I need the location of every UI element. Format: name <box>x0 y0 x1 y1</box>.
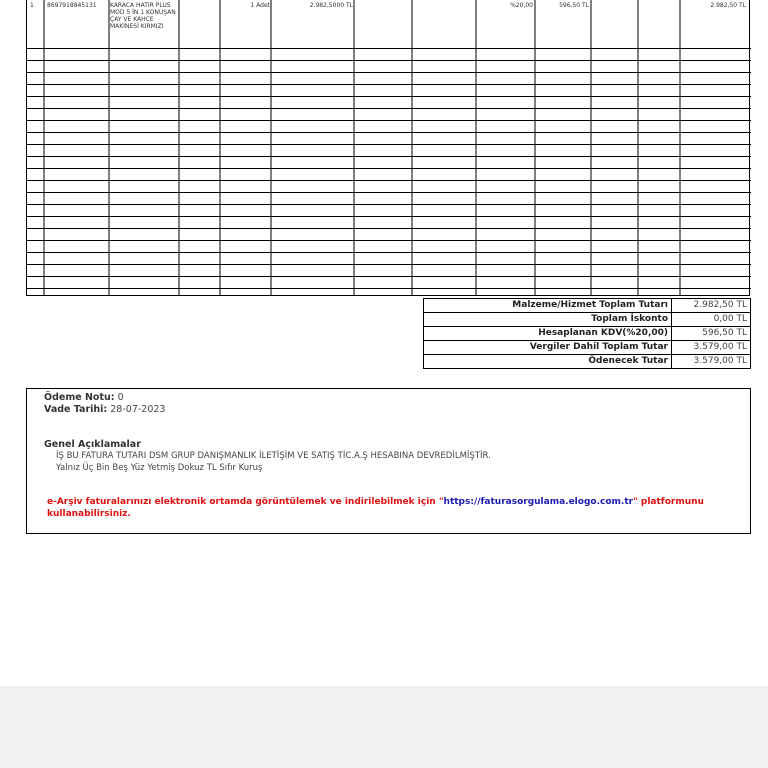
discount-value: 0,00 TL <box>672 313 751 327</box>
totals-row <box>424 299 751 313</box>
earsiv-notice <box>47 497 704 507</box>
totals-row <box>424 327 751 341</box>
row-description: KARACA HATIR PLUS MOD 5 İN 1 KONUŞAN ÇAY VE KAHCE MAKİNESİ KIRMIZI <box>110 2 176 30</box>
row-total: 2.982,50 TL <box>710 2 746 9</box>
due-date-label: Vade Tarihi: <box>44 404 108 415</box>
general-line-2: Yalnız Üç Bin Beş Yüz Yetmiş Dokuz TL Sıfır Kuruş <box>56 463 263 473</box>
totals-row <box>424 341 751 355</box>
discount-label: Toplam İskonto <box>424 313 672 327</box>
totals-table <box>423 298 751 369</box>
payment-note <box>44 392 124 403</box>
payment-note-value: 0 <box>117 392 124 403</box>
vat-label: Hesaplanan KDV(%20,00) <box>424 327 672 341</box>
due-date <box>44 404 165 415</box>
row-quantity: 1 Adet <box>250 2 270 9</box>
payable-label: Ödenecek Tutar <box>424 355 672 369</box>
payable-value: 3.579,00 TL <box>672 355 751 369</box>
total-value: 2.982,50 TL <box>672 299 751 313</box>
items-table <box>26 0 750 296</box>
general-line-1: İŞ BU FATURA TUTARI DSM GRUP DANIŞMANLIK İLETİŞİM VE SATIŞ TİC.A.Ş HESABINA DEVREDİLMİŞTİR. <box>56 451 491 461</box>
row-vat-amount: 596,50 TL <box>559 2 589 9</box>
payment-note-label: Ödeme Notu: <box>44 392 115 403</box>
row-no: 1 <box>30 2 34 9</box>
earsiv-link[interactable]: https://faturasorgulama.elogo.com.tr <box>443 497 634 507</box>
totals-row <box>424 313 751 327</box>
viewer-bottom-bar <box>0 686 768 768</box>
earsiv-prefix: e-Arşiv faturalarınızı elektronik ortamda görüntülemek ve indirilebilmek için " <box>47 497 444 507</box>
row-code: 8697918845131 <box>47 2 97 9</box>
vat-value: 596,50 TL <box>672 327 751 341</box>
notes-box <box>26 388 751 534</box>
general-heading: Genel Açıklamalar <box>44 439 141 450</box>
earsiv-suffix: kullanabilirsiniz. <box>47 509 131 519</box>
row-vat-rate: %20,00 <box>510 2 533 9</box>
due-date-value: 28-07-2023 <box>110 404 166 415</box>
earsiv-mid: " platformunu <box>633 497 704 507</box>
row-unit-price: 2.982,5000 TL <box>309 2 353 9</box>
tax-incl-value: 3.579,00 TL <box>672 341 751 355</box>
total-label: Malzeme/Hizmet Toplam Tutarı <box>424 299 672 313</box>
items-grid <box>27 0 751 296</box>
totals-row <box>424 355 751 369</box>
tax-incl-label: Vergiler Dahil Toplam Tutar <box>424 341 672 355</box>
